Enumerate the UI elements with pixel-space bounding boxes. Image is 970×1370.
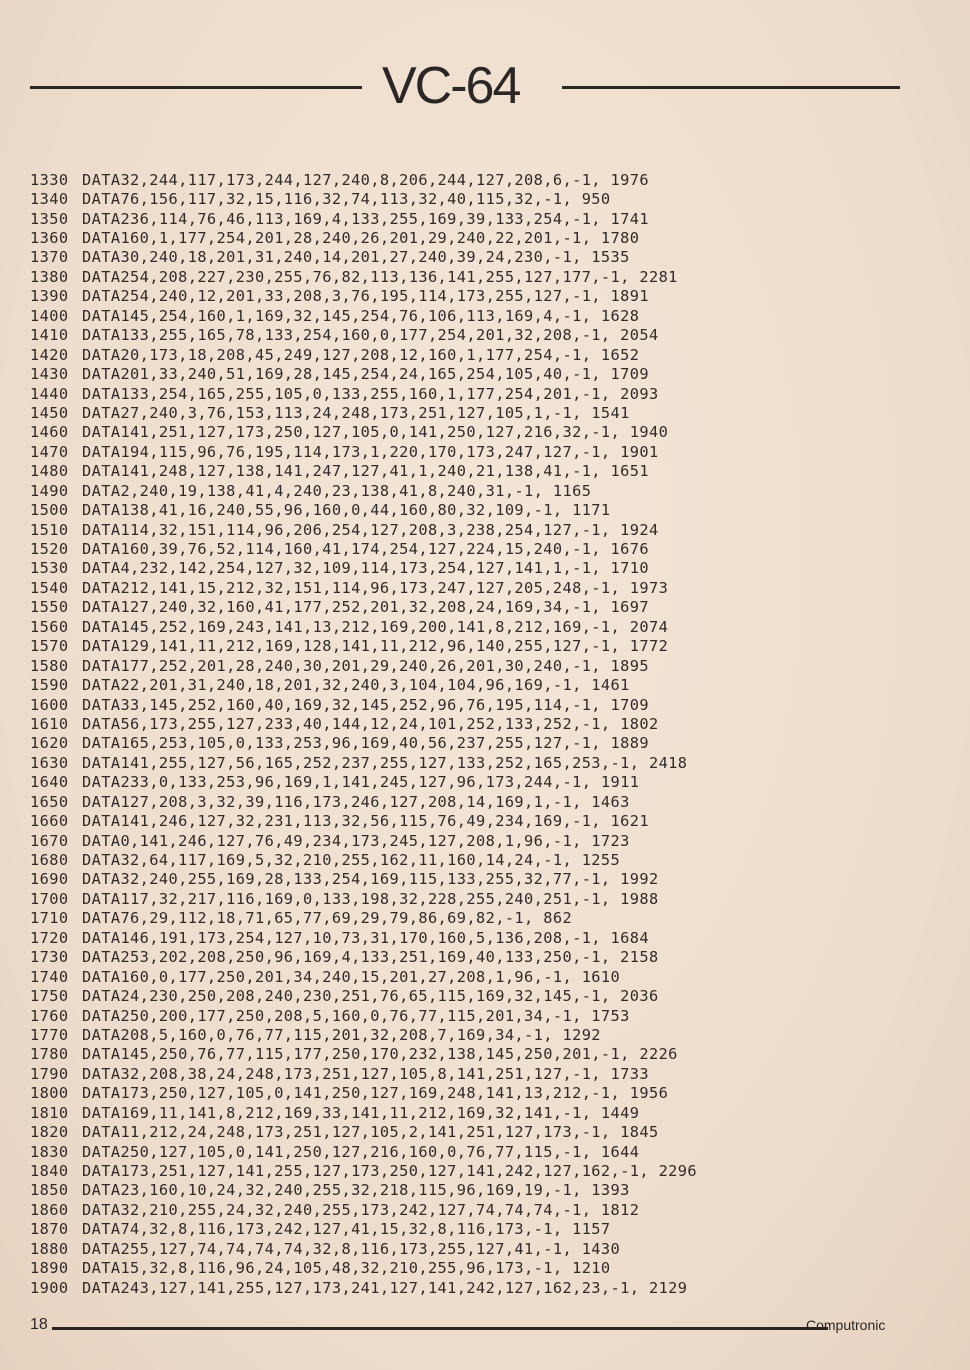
listing-line [30, 209, 930, 228]
listing-line [30, 1259, 930, 1278]
line-number: 1890 [30, 1259, 69, 1278]
line-number: 1860 [30, 1200, 69, 1219]
listing-line [30, 773, 930, 792]
line-number: 1360 [30, 229, 69, 248]
listing-line [30, 889, 930, 908]
listing-line [30, 850, 930, 869]
line-number: 1690 [30, 870, 69, 889]
listing-line [30, 1122, 930, 1141]
data-statement: DATA22,201,31,240,18,201,32,240,3,104,104,96,169,-1, 1461 [82, 676, 630, 695]
line-number: 1340 [30, 190, 69, 209]
data-statement: DATA0,141,246,127,76,49,234,173,245,127,208,1,96,-1, 1723 [82, 831, 630, 850]
listing-line [30, 928, 930, 947]
listing-line [30, 578, 930, 597]
listing-line [30, 364, 930, 383]
data-statement: DATA169,11,141,8,212,169,33,141,11,212,169,32,141,-1, 1449 [82, 1103, 640, 1122]
data-statement: DATA117,32,217,116,169,0,133,198,32,228,255,240,251,-1, 1988 [82, 889, 659, 908]
line-number: 1640 [30, 773, 69, 792]
listing-line [30, 598, 930, 617]
page-footer [30, 1313, 900, 1337]
line-number: 1820 [30, 1123, 69, 1142]
listing-line [30, 267, 930, 286]
line-number: 1660 [30, 812, 69, 831]
listing-line [30, 403, 930, 422]
listing-line [30, 967, 930, 986]
listing-line [30, 306, 930, 325]
header-rule-left [30, 86, 362, 89]
line-number: 1650 [30, 792, 69, 811]
data-statement: DATA138,41,16,240,55,96,160,0,44,160,80,32,109,-1, 1171 [82, 501, 611, 520]
data-statement: DATA127,240,32,160,41,177,252,201,32,208,24,169,34,-1, 1697 [82, 598, 649, 617]
line-number: 1740 [30, 967, 69, 986]
data-statement: DATA141,248,127,138,141,247,127,41,1,240,21,138,41,-1, 1651 [82, 462, 649, 481]
data-statement: DATA129,141,11,212,169,128,141,11,212,96,140,255,127,-1, 1772 [82, 637, 669, 656]
line-number: 1440 [30, 384, 69, 403]
line-number: 1830 [30, 1142, 69, 1161]
line-number: 1670 [30, 831, 69, 850]
data-statement: DATA141,251,127,173,250,127,105,0,141,250,127,216,32,-1, 1940 [82, 423, 669, 442]
line-number: 1530 [30, 559, 69, 578]
listing-line [30, 1278, 930, 1297]
listing-line [30, 1200, 930, 1219]
data-statement: DATA141,255,127,56,165,252,237,255,127,133,252,165,253,-1, 2418 [82, 753, 688, 772]
listing-line [30, 1161, 930, 1180]
line-number: 1720 [30, 928, 69, 947]
listing-line [30, 792, 930, 811]
listing-line [30, 695, 930, 714]
publisher-name: Computronic [806, 1317, 886, 1333]
listing-line [30, 1025, 930, 1044]
listing-line [30, 287, 930, 306]
line-number: 1350 [30, 209, 69, 228]
data-statement: DATA236,114,76,46,113,169,4,133,255,169,39,133,254,-1, 1741 [82, 209, 649, 228]
page-title: VC-64 [382, 57, 520, 115]
listing-line [30, 423, 930, 442]
line-number: 1510 [30, 520, 69, 539]
line-number: 1730 [30, 948, 69, 967]
listing-line [30, 811, 930, 830]
listing-line [30, 326, 930, 345]
listing-line [30, 384, 930, 403]
data-statement: DATA254,240,12,201,33,208,3,76,195,114,173,255,127,-1, 1891 [82, 287, 649, 306]
listing-line [30, 462, 930, 481]
data-statement: DATA133,254,165,255,105,0,133,255,160,1,177,254,201,-1, 2093 [82, 384, 659, 403]
line-number: 1840 [30, 1162, 69, 1181]
line-number: 1850 [30, 1181, 69, 1200]
listing-line [30, 248, 930, 267]
line-number: 1380 [30, 267, 69, 286]
line-number: 1370 [30, 248, 69, 267]
data-statement: DATA212,141,15,212,32,151,114,96,173,247,127,205,248,-1, 1973 [82, 578, 669, 597]
listing-line [30, 539, 930, 558]
data-statement: DATA243,127,141,255,127,173,241,127,141,242,127,162,23,-1, 2129 [82, 1278, 688, 1297]
data-statement: DATA255,127,74,74,74,74,32,8,116,173,255,127,41,-1, 1430 [82, 1239, 621, 1258]
listing-line [30, 228, 930, 247]
line-number: 1460 [30, 423, 69, 442]
data-statement: DATA127,208,3,32,39,116,173,246,127,208,14,169,1,-1, 1463 [82, 792, 630, 811]
listing-line [30, 948, 930, 967]
data-statement: DATA160,39,76,52,114,160,41,174,254,127,224,15,240,-1, 1676 [82, 540, 649, 559]
listing-line [30, 1084, 930, 1103]
data-statement: DATA177,252,201,28,240,30,201,29,240,26,201,30,240,-1, 1895 [82, 656, 649, 675]
listing-line [30, 170, 930, 189]
listing-line [30, 1006, 930, 1025]
listing-line [30, 345, 930, 364]
listing-line [30, 734, 930, 753]
data-statement: DATA208,5,160,0,76,77,115,201,32,208,7,169,34,-1, 1292 [82, 1025, 601, 1044]
data-statement: DATA160,0,177,250,201,34,240,15,201,27,208,1,96,-1, 1610 [82, 967, 621, 986]
data-statement: DATA24,230,250,208,240,230,251,76,65,115,169,32,145,-1, 2036 [82, 987, 659, 1006]
basic-program-listing [30, 170, 930, 1297]
line-number: 1560 [30, 617, 69, 636]
data-statement: DATA20,173,18,208,45,249,127,208,12,160,1,177,254,-1, 1652 [82, 345, 640, 364]
line-number: 1590 [30, 676, 69, 695]
listing-line [30, 1181, 930, 1200]
line-number: 1800 [30, 1084, 69, 1103]
data-statement: DATA15,32,8,116,96,24,105,48,32,210,255,96,173,-1, 1210 [82, 1259, 611, 1278]
line-number: 1630 [30, 753, 69, 772]
data-statement: DATA23,160,10,24,32,240,255,32,218,115,96,169,19,-1, 1393 [82, 1181, 630, 1200]
line-number: 1330 [30, 170, 69, 189]
line-number: 1490 [30, 481, 69, 500]
line-number: 1870 [30, 1220, 69, 1239]
listing-line [30, 909, 930, 928]
line-number: 1520 [30, 540, 69, 559]
line-number: 1700 [30, 889, 69, 908]
data-statement: DATA76,156,117,32,15,116,32,74,113,32,40,115,32,-1, 950 [82, 190, 611, 209]
data-statement: DATA173,250,127,105,0,141,250,127,169,248,141,13,212,-1, 1956 [82, 1084, 669, 1103]
listing-line [30, 753, 930, 772]
line-number: 1620 [30, 734, 69, 753]
listing-line [30, 675, 930, 694]
line-number: 1750 [30, 987, 69, 1006]
listing-line [30, 189, 930, 208]
line-number: 1580 [30, 656, 69, 675]
data-statement: DATA173,251,127,141,255,127,173,250,127,141,242,127,162,-1, 2296 [82, 1162, 698, 1181]
line-number: 1600 [30, 695, 69, 714]
data-statement: DATA32,240,255,169,28,133,254,169,115,133,255,32,77,-1, 1992 [82, 870, 659, 889]
listing-line [30, 520, 930, 539]
data-statement: DATA114,32,151,114,96,206,254,127,208,3,238,254,127,-1, 1924 [82, 520, 659, 539]
data-statement: DATA133,255,165,78,133,254,160,0,177,254,201,32,208,-1, 2054 [82, 326, 659, 345]
data-statement: DATA4,232,142,254,127,32,109,114,173,254,127,141,1,-1, 1710 [82, 559, 649, 578]
line-number: 1420 [30, 345, 69, 364]
listing-line [30, 656, 930, 675]
data-statement: DATA76,29,112,18,71,65,77,69,29,79,86,69,82,-1, 862 [82, 909, 573, 928]
data-statement: DATA145,252,169,243,141,13,212,169,200,141,8,212,169,-1, 2074 [82, 617, 669, 636]
data-statement: DATA32,244,117,173,244,127,240,8,206,244,127,208,6,-1, 1976 [82, 170, 649, 189]
listing-line [30, 500, 930, 519]
data-statement: DATA74,32,8,116,173,242,127,41,15,32,8,116,173,-1, 1157 [82, 1220, 611, 1239]
data-statement: DATA33,145,252,160,40,169,32,145,252,96,76,195,114,-1, 1709 [82, 695, 649, 714]
listing-line [30, 1142, 930, 1161]
listing-line [30, 1064, 930, 1083]
line-number: 1880 [30, 1239, 69, 1258]
line-number: 1540 [30, 578, 69, 597]
listing-line [30, 481, 930, 500]
data-statement: DATA145,254,160,1,169,32,145,254,76,106,113,169,4,-1, 1628 [82, 306, 640, 325]
line-number: 1810 [30, 1103, 69, 1122]
footer-rule [52, 1327, 828, 1330]
data-statement: DATA165,253,105,0,133,253,96,169,40,56,237,255,127,-1, 1889 [82, 734, 649, 753]
line-number: 1770 [30, 1025, 69, 1044]
listing-line [30, 870, 930, 889]
data-statement: DATA233,0,133,253,96,169,1,141,245,127,96,173,244,-1, 1911 [82, 773, 640, 792]
line-number: 1400 [30, 306, 69, 325]
line-number: 1470 [30, 442, 69, 461]
data-statement: DATA250,127,105,0,141,250,127,216,160,0,76,77,115,-1, 1644 [82, 1142, 640, 1161]
data-statement: DATA56,173,255,127,233,40,144,12,24,101,252,133,252,-1, 1802 [82, 714, 659, 733]
data-statement: DATA2,240,19,138,41,4,240,23,138,41,8,240,31,-1, 1165 [82, 481, 592, 500]
line-number: 1760 [30, 1006, 69, 1025]
line-number: 1710 [30, 909, 69, 928]
listing-line [30, 831, 930, 850]
data-statement: DATA160,1,177,254,201,28,240,26,201,29,240,22,201,-1, 1780 [82, 229, 640, 248]
line-number: 1780 [30, 1045, 69, 1064]
data-statement: DATA145,250,76,77,115,177,250,170,232,138,145,250,201,-1, 2226 [82, 1045, 678, 1064]
data-statement: DATA32,208,38,24,248,173,251,127,105,8,141,251,127,-1, 1733 [82, 1064, 649, 1083]
data-statement: DATA32,210,255,24,32,240,255,173,242,127,74,74,74,-1, 1812 [82, 1200, 640, 1219]
line-number: 1480 [30, 462, 69, 481]
listing-line [30, 637, 930, 656]
data-statement: DATA253,202,208,250,96,169,4,133,251,169,40,133,250,-1, 2158 [82, 948, 659, 967]
listing-line [30, 1220, 930, 1239]
line-number: 1900 [30, 1278, 69, 1297]
data-statement: DATA146,191,173,254,127,10,73,31,170,160,5,136,208,-1, 1684 [82, 928, 649, 947]
data-statement: DATA27,240,3,76,153,113,24,248,173,251,127,105,1,-1, 1541 [82, 403, 630, 422]
line-number: 1450 [30, 403, 69, 422]
line-number: 1430 [30, 365, 69, 384]
listing-line [30, 714, 930, 733]
line-number: 1610 [30, 714, 69, 733]
data-statement: DATA30,240,18,201,31,240,14,201,27,240,39,24,230,-1, 1535 [82, 248, 630, 267]
line-number: 1390 [30, 287, 69, 306]
data-statement: DATA250,200,177,250,208,5,160,0,76,77,115,201,34,-1, 1753 [82, 1006, 630, 1025]
listing-line [30, 986, 930, 1005]
data-statement: DATA141,246,127,32,231,113,32,56,115,76,49,234,169,-1, 1621 [82, 812, 649, 831]
line-number: 1570 [30, 637, 69, 656]
listing-line [30, 559, 930, 578]
data-statement: DATA201,33,240,51,169,28,145,254,24,165,254,105,40,-1, 1709 [82, 365, 649, 384]
data-statement: DATA194,115,96,76,195,114,173,1,220,170,173,247,127,-1, 1901 [82, 442, 659, 461]
line-number: 1790 [30, 1064, 69, 1083]
page-number: 18 [30, 1316, 48, 1333]
listing-line [30, 1103, 930, 1122]
header-rule-right [562, 86, 900, 89]
data-statement: DATA11,212,24,248,173,251,127,105,2,141,251,127,173,-1, 1845 [82, 1123, 659, 1142]
line-number: 1410 [30, 326, 69, 345]
page-header [30, 56, 900, 116]
listing-line [30, 617, 930, 636]
data-statement: DATA32,64,117,169,5,32,210,255,162,11,160,14,24,-1, 1255 [82, 851, 621, 870]
listing-line [30, 1045, 930, 1064]
line-number: 1550 [30, 598, 69, 617]
line-number: 1500 [30, 501, 69, 520]
listing-line [30, 1239, 930, 1258]
listing-line [30, 442, 930, 461]
line-number: 1680 [30, 851, 69, 870]
data-statement: DATA254,208,227,230,255,76,82,113,136,141,255,127,177,-1, 2281 [82, 267, 678, 286]
